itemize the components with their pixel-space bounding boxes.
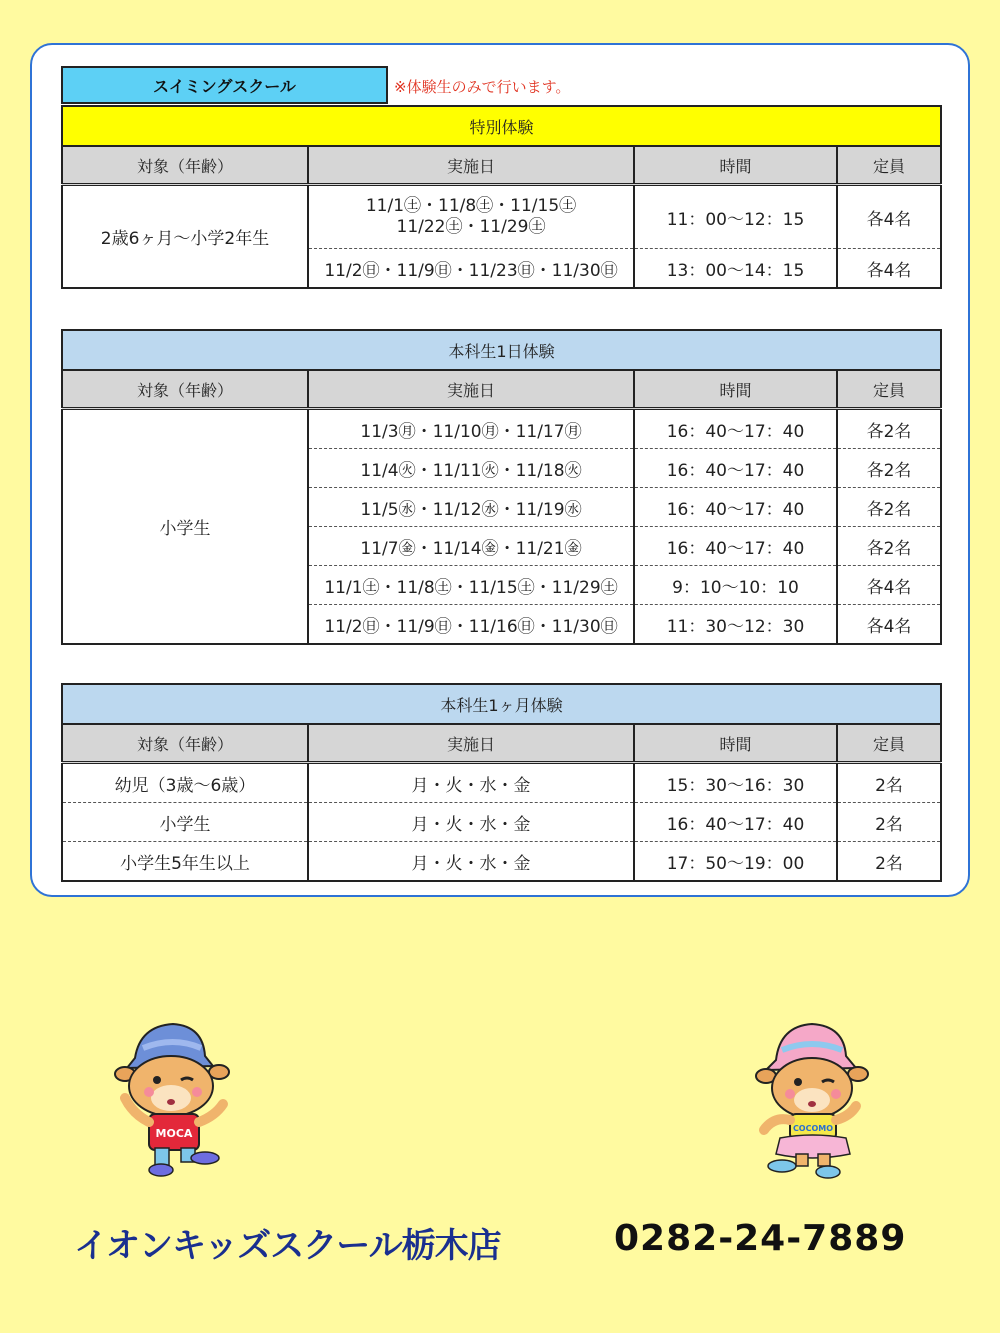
header-row	[62, 370, 941, 409]
table-row	[62, 842, 941, 882]
col-header-target: 対象（年齢）	[62, 724, 308, 763]
one-day-trial-table	[61, 329, 942, 645]
date-line: 11/1㊏・11/8㊏・11/15㊏	[365, 196, 577, 216]
date-cell: 月・火・水・金	[308, 842, 634, 882]
time-cell: 15：30～16：30	[634, 763, 837, 803]
date-cell	[308, 185, 634, 249]
moca-mascot-image	[105, 1018, 240, 1178]
target-cell: 小学生	[62, 803, 308, 842]
time-cell: 16：40～17：40	[634, 449, 837, 488]
table-row	[62, 763, 941, 803]
target-cell: 小学生5年生以上	[62, 842, 308, 882]
time-cell: 13：00～14：15	[634, 249, 837, 289]
time-cell: 11：30～12：30	[634, 605, 837, 645]
col-header-date: 実施日	[308, 370, 634, 409]
date-cell: 月・火・水・金	[308, 803, 634, 842]
capacity-cell: 2名	[837, 763, 941, 803]
col-header-target: 対象（年齢）	[62, 370, 308, 409]
one-month-trial-table	[61, 683, 942, 882]
capacity-cell: 2名	[837, 842, 941, 882]
date-cell: 11/1㊏・11/8㊏・11/15㊏・11/29㊏	[308, 566, 634, 605]
table-row	[62, 803, 941, 842]
header-row	[62, 724, 941, 763]
capacity-cell: 各4名	[837, 605, 941, 645]
school-name: イオンキッズスクール栃木店	[74, 1226, 501, 1266]
moca-shirt-label: MOCA	[155, 1127, 193, 1140]
one-month-trial-title: 本科生1ヶ月体験	[62, 684, 941, 724]
col-header-capacity: 定員	[837, 724, 941, 763]
table-title-row	[62, 330, 941, 370]
capacity-cell: 各4名	[837, 185, 941, 249]
col-header-time: 時間	[634, 146, 837, 185]
col-header-date: 実施日	[308, 724, 634, 763]
header-row	[62, 146, 941, 185]
special-trial-title: 特別体験	[62, 106, 941, 146]
date-cell: 11/3㊊・11/10㊊・11/17㊊	[308, 409, 634, 449]
col-header-time: 時間	[634, 724, 837, 763]
date-cell: 11/2㊐・11/9㊐・11/23㊐・11/30㊐	[308, 249, 634, 289]
target-cell: 2歳6ヶ月～小学2年生	[62, 185, 308, 289]
capacity-cell: 各2名	[837, 488, 941, 527]
capacity-cell: 2名	[837, 803, 941, 842]
col-header-capacity: 定員	[837, 146, 941, 185]
date-cell: 11/2㊐・11/9㊐・11/16㊐・11/30㊐	[308, 605, 634, 645]
col-header-time: 時間	[634, 370, 837, 409]
phone-number[interactable]: 0282-24-7889	[614, 1218, 907, 1259]
target-cell: 幼児（3歳～6歳）	[62, 763, 308, 803]
capacity-cell: 各2名	[837, 449, 941, 488]
capacity-cell: 各4名	[837, 566, 941, 605]
target-cell: 小学生	[62, 409, 308, 645]
time-cell: 11：00～12：15	[634, 185, 837, 249]
date-cell: 11/5㊌・11/12㊌・11/19㊌	[308, 488, 634, 527]
time-cell: 16：40～17：40	[634, 803, 837, 842]
capacity-cell: 各2名	[837, 527, 941, 566]
capacity-cell: 各4名	[837, 249, 941, 289]
date-cell: 11/7㊎・11/14㊎・11/21㊎	[308, 527, 634, 566]
note-text: ※体験生のみで行います。	[394, 78, 571, 96]
category-label: スイミングスクール	[61, 66, 388, 104]
time-cell: 17：50～19：00	[634, 842, 837, 882]
col-header-date: 実施日	[308, 146, 634, 185]
table-row	[62, 409, 941, 449]
special-trial-table	[61, 105, 942, 289]
col-header-capacity: 定員	[837, 370, 941, 409]
time-cell: 16：40～17：40	[634, 527, 837, 566]
table-title-row	[62, 684, 941, 724]
time-cell: 16：40～17：40	[634, 488, 837, 527]
date-line: 11/22㊏・11/29㊏	[396, 217, 546, 237]
table-title-row	[62, 106, 941, 146]
time-cell: 9：10～10：10	[634, 566, 837, 605]
one-day-trial-title: 本科生1日体験	[62, 330, 941, 370]
table-row	[62, 185, 941, 249]
date-cell: 月・火・水・金	[308, 763, 634, 803]
cocomo-mascot-image	[752, 1020, 872, 1180]
category-label-row	[61, 66, 570, 104]
col-header-target: 対象（年齢）	[62, 146, 308, 185]
date-cell: 11/4㊋・11/11㊋・11/18㊋	[308, 449, 634, 488]
capacity-cell: 各2名	[837, 409, 941, 449]
cocomo-shirt-label: COCOMO	[792, 1124, 834, 1133]
time-cell: 16：40～17：40	[634, 409, 837, 449]
